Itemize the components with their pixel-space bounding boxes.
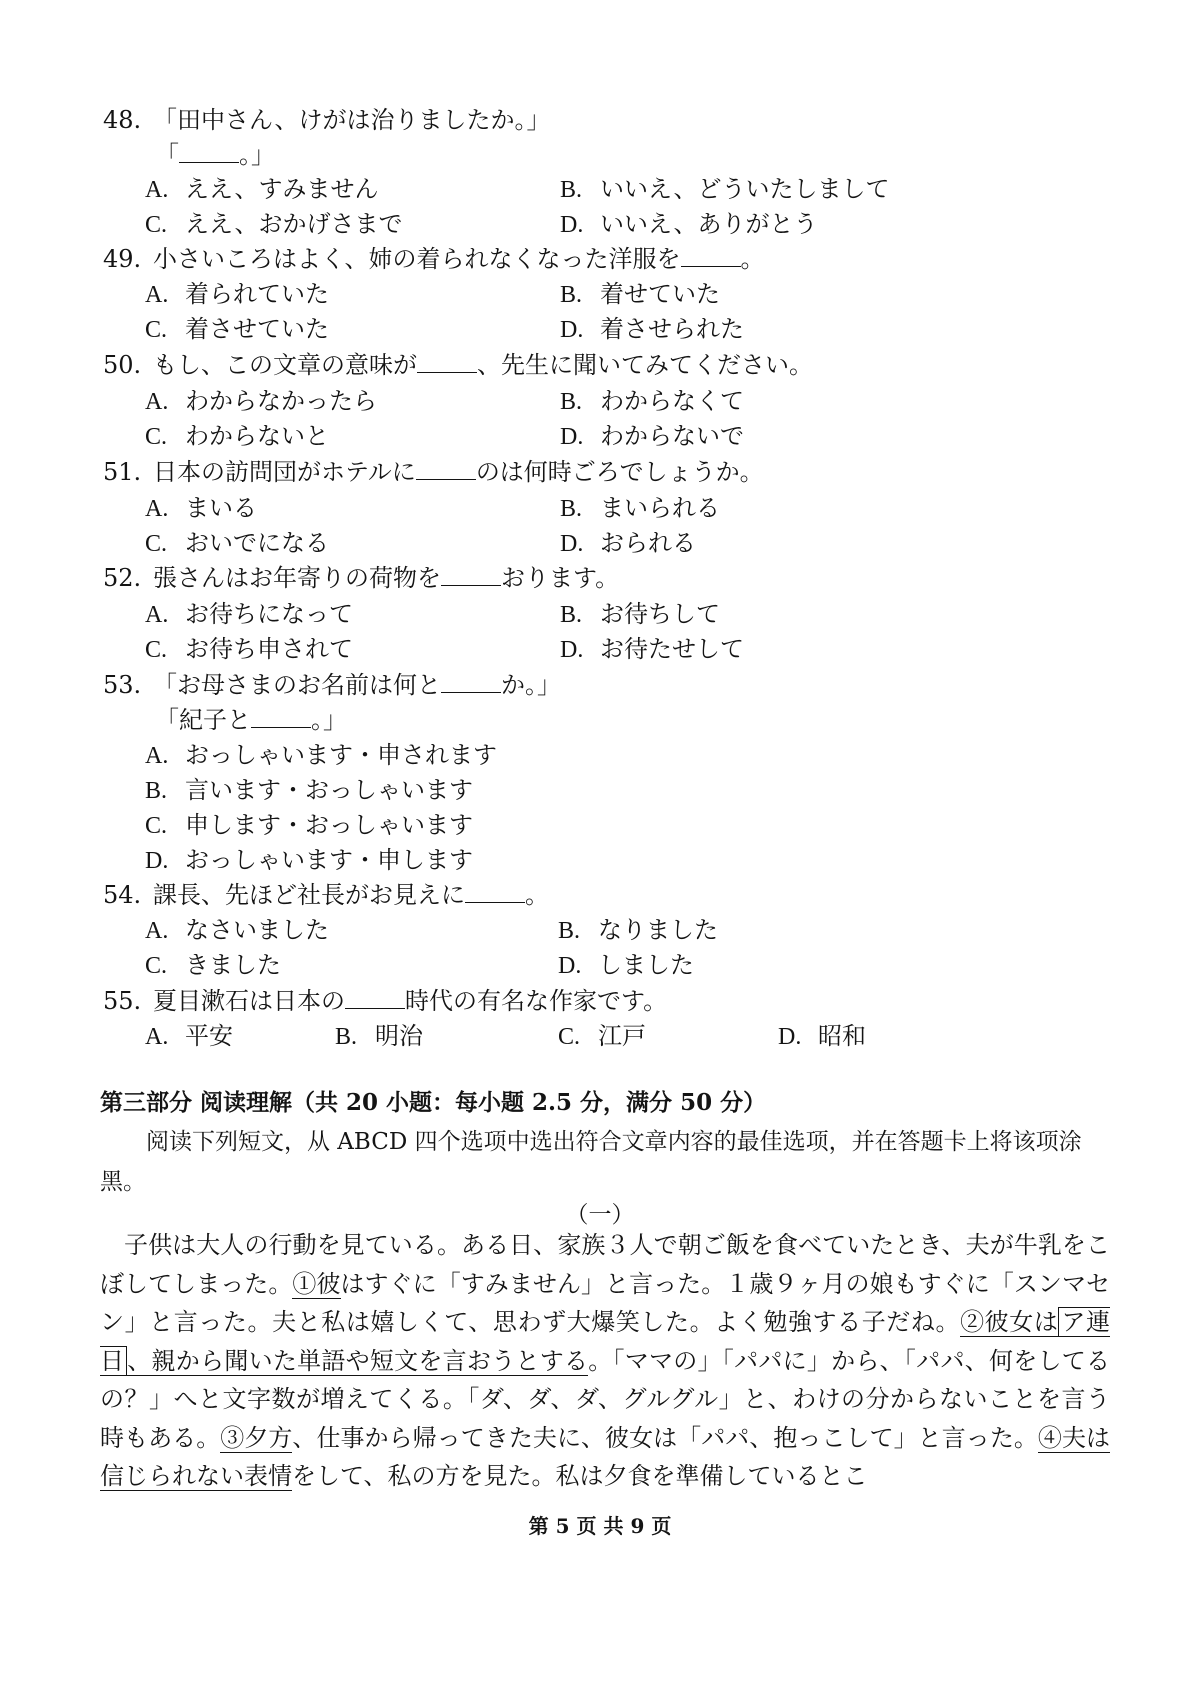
option-d: D. 着させられた <box>560 315 744 343</box>
question-number: 52. <box>103 564 142 592</box>
option-c: C. 江戸 <box>558 1022 646 1050</box>
answer-blank <box>441 565 501 586</box>
boxed-word: ア連日 <box>100 1308 1111 1375</box>
option-c: C. ええ、おかげさまで <box>145 210 403 238</box>
option-b: B. わからなくて <box>560 387 744 415</box>
page-footer: 第 5 页 共 9 页 <box>528 1514 672 1538</box>
option-a: A. おっしゃいます・申されます <box>145 741 497 769</box>
option-b: B. まいられる <box>560 494 720 522</box>
option-d: D. 昭和 <box>778 1022 866 1050</box>
question-number: 55. <box>103 987 142 1015</box>
passage-number: （一） <box>565 1202 635 1228</box>
option-d: D. おっしゃいます・申します <box>145 846 473 874</box>
option-c: C. 申します・おっしゃいます <box>145 811 473 839</box>
option-d: D. しました <box>558 951 694 979</box>
question-number: 51. <box>103 458 142 486</box>
dialog-response: 「紀子と 。」 <box>155 706 347 734</box>
option-d: D. おられる <box>560 529 696 557</box>
option-c: C. きました <box>145 951 281 979</box>
option-b: B. 言います・おっしゃいます <box>145 776 473 804</box>
answer-blank <box>441 672 501 693</box>
option-c: C. おいでになる <box>145 529 329 557</box>
option-b: B. いいえ、どういたしまして <box>560 175 890 203</box>
option-b: B. なりました <box>558 916 718 944</box>
option-a: A. ええ、すみません <box>145 175 379 203</box>
answer-blank <box>251 707 311 728</box>
answer-blank <box>465 882 525 903</box>
answer-blank <box>416 459 476 480</box>
answer-blank <box>681 246 741 267</box>
question-stem: 張さんはお年寄りの荷物を <box>153 564 441 592</box>
question-number: 49. <box>103 245 142 273</box>
question-52: 52. 張さんはお年寄りの荷物を おります。 <box>103 561 1103 595</box>
question-53: 53. 「お母さまのお名前は何と か。」 <box>103 668 1103 702</box>
option-a: A. 着られていた <box>145 280 329 308</box>
question-number: 53. <box>103 671 142 699</box>
option-c: C. お待ち申されて <box>145 635 353 663</box>
question-stem: もし、この文章の意味が <box>153 351 417 379</box>
answer-blank <box>345 988 405 1009</box>
question-stem: 「田中さん、けがは治りましたか。」 <box>153 106 551 134</box>
question-51: 51. 日本の訪問団がホテルに のは何時ごろでしょうか。 <box>103 455 1103 489</box>
answer-blank <box>179 142 239 163</box>
option-b: B. 着せていた <box>560 280 720 308</box>
question-49: 49. 小さいころはよく、姉の着られなくなった洋服を 。 <box>103 242 1103 276</box>
question-number: 50. <box>103 351 142 379</box>
option-d: D. わからないで <box>560 422 744 450</box>
question-48 <box>103 103 1103 137</box>
question-number: 54. <box>103 881 142 909</box>
question-stem: 課長、先ほど社長がお見えに <box>153 881 465 909</box>
underlined-4: ④夫は信じられない表情 <box>100 1423 1111 1490</box>
answer-blank <box>417 352 477 373</box>
option-b: B. お待ちして <box>560 600 720 628</box>
question-number: 48. <box>103 106 142 134</box>
underlined-1: ①彼 <box>292 1269 341 1298</box>
option-a: A. お待ちになって <box>145 600 353 628</box>
underlined-3: ③夕方 <box>220 1423 293 1452</box>
question-50: 50. もし、この文章の意味が 、先生に聞いてみてください。 <box>103 348 1103 382</box>
option-a: A. わからなかったら <box>145 387 377 415</box>
option-a: A. 平安 <box>145 1022 233 1050</box>
question-stem: 夏目漱石は日本の <box>153 987 345 1015</box>
option-b: B. 明治 <box>335 1022 423 1050</box>
option-d: D. いいえ、ありがとう <box>560 210 818 238</box>
option-a: A. まいる <box>145 494 257 522</box>
option-c: C. 着させていた <box>145 315 329 343</box>
question-stem: 「お母さまのお名前は何と <box>153 671 441 699</box>
question-54: 54. 課長、先ほど社長がお見えに 。 <box>103 878 1103 912</box>
question-stem: 小さいころはよく、姉の着られなくなった洋服を <box>153 245 681 273</box>
question-stem: 日本の訪問団がホテルに <box>153 458 416 486</box>
option-a: A. なさいました <box>145 916 329 944</box>
reading-passage: 子供は大人の行動を見ている。ある日、家族３人で朝ご飯を食べていたとき、夫が牛乳をこぼしてしまった。①彼はすぐに「すみません」と言った。１歳９ヶ月の娘もすぐに「スンマセン」と言った。夫と私は嬉しくて、思わず大爆笑した。よく勉強する子だね。②彼女は ア連日 、親から聞いた単語や短文を言おうとする。「ママの」「パパに」から、「パパ、何をしてるの？」へと文字数が増えてくる。「ダ、ダ、ダ、グルグル」と、わけの分からないことを言う時もある。③夕方、仕事から帰ってきた夫に、彼女は「パパ、抱っこして」と言った。④夫は信じられない表情をして、私の方を見た。私は夕食を準備しているとこ <box>100 1231 1111 1490</box>
dialog-response: 「 。」 <box>155 141 275 169</box>
option-c: C. わからないと <box>145 422 329 450</box>
question-55: 55. 夏目漱石は日本の 時代の有名な作家です。 <box>103 984 1103 1018</box>
section-instruction: 阅读下列短文，从 ABCD 四个选项中选出符合文章内容的最佳选项，并在答题卡上将该项涂黑。 <box>100 1129 1082 1195</box>
option-d: D. お待たせして <box>560 635 744 663</box>
section-title: 第三部分 阅读理解（共 20 小题：每小题 2.5 分，满分 50 分） <box>100 1089 767 1116</box>
underlined-2: ②彼女は ア連日 、親から聞いた単語や短文を言おうとする <box>100 1308 1111 1375</box>
